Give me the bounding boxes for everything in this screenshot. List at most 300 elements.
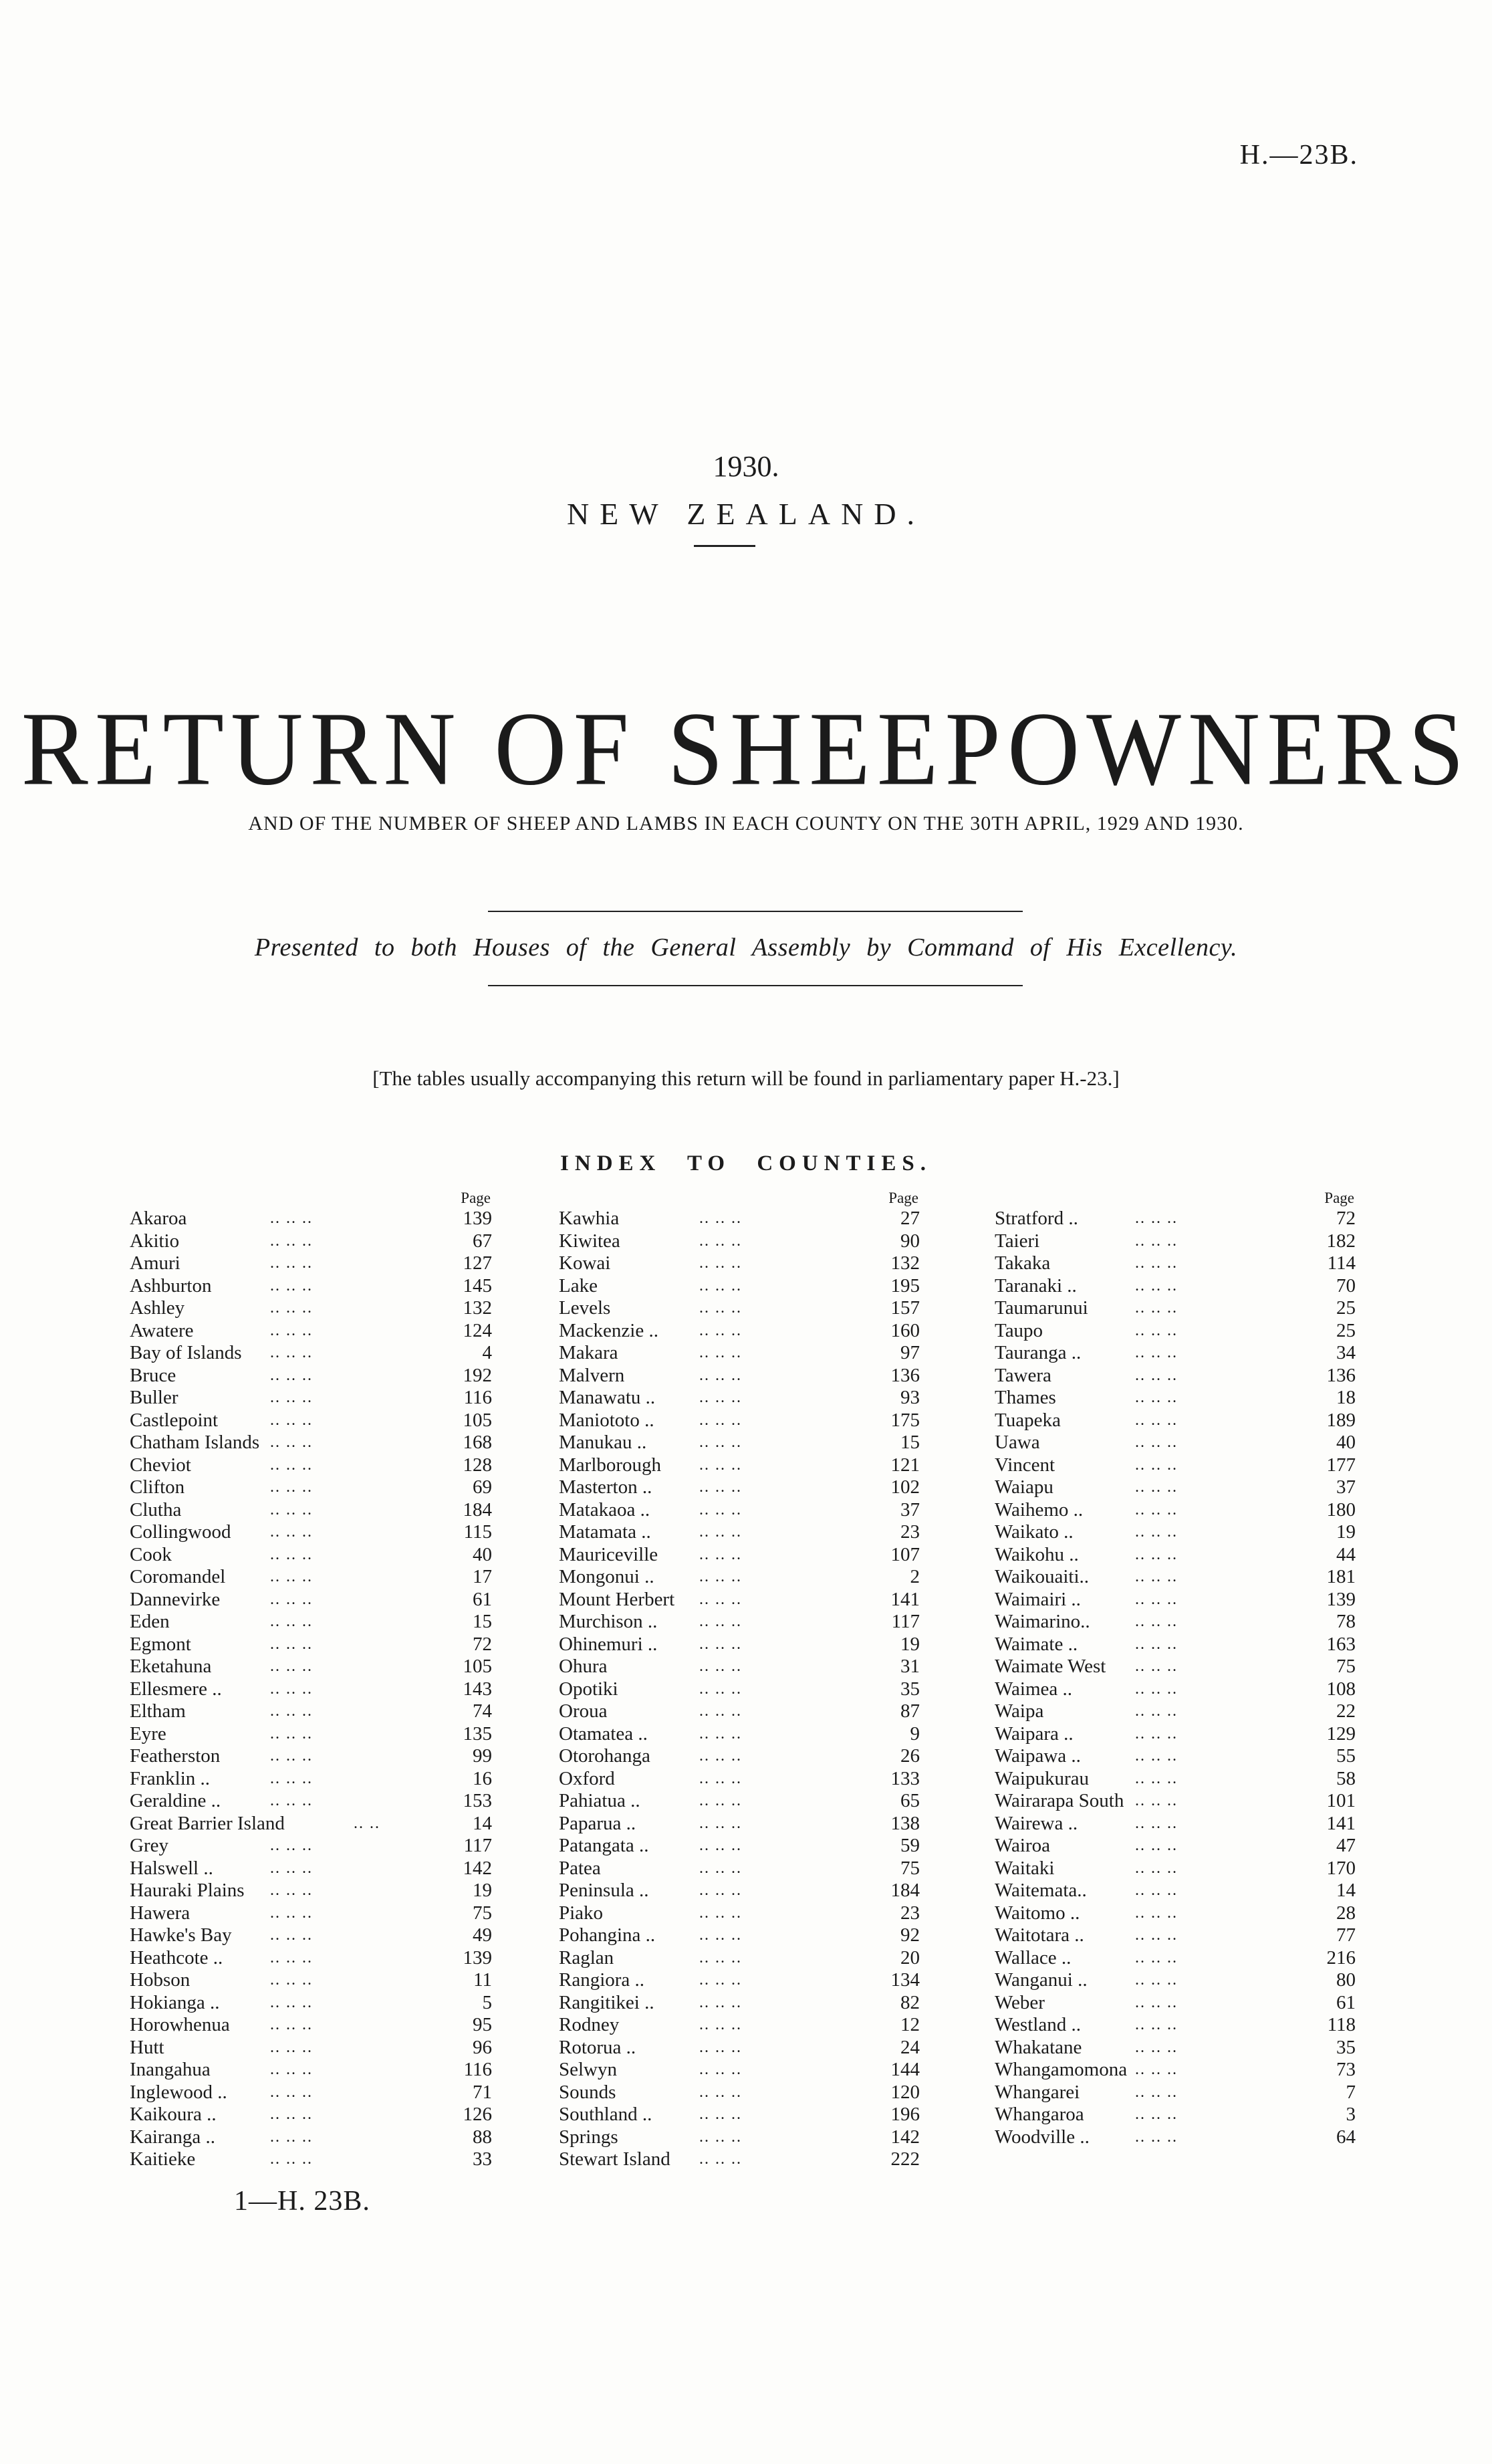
page-number: 61 bbox=[1336, 1991, 1356, 2013]
index-entry bbox=[130, 1611, 492, 1634]
index-entry bbox=[130, 2014, 492, 2037]
leader-dots: .. .. .. bbox=[1135, 2128, 1178, 2146]
county-name: Egmont bbox=[130, 1633, 191, 1655]
leader-dots: .. .. .. bbox=[1135, 1904, 1178, 1922]
index-entry bbox=[130, 1544, 492, 1567]
leader-dots: .. .. .. bbox=[270, 1702, 313, 1720]
page-number: 59 bbox=[900, 1835, 920, 1856]
page-number: 184 bbox=[463, 1498, 492, 1521]
index-entry bbox=[995, 1969, 1356, 1992]
index-entry bbox=[559, 2082, 920, 2104]
county-name: Kowai bbox=[559, 1252, 611, 1274]
leader-dots: .. .. .. bbox=[1135, 2061, 1178, 2078]
page-number: 132 bbox=[463, 1297, 492, 1319]
index-entry bbox=[995, 2126, 1356, 2149]
county-name: Hawera bbox=[130, 1902, 191, 1924]
page-number: 37 bbox=[1336, 1476, 1356, 1498]
index-entry bbox=[559, 1700, 920, 1723]
page-number: 67 bbox=[473, 1230, 492, 1252]
leader-dots: .. .. .. bbox=[270, 1926, 313, 1944]
leader-dots: .. .. .. bbox=[270, 2038, 313, 2056]
leader-dots: .. .. .. bbox=[1135, 1814, 1178, 1832]
page-number: 97 bbox=[900, 1342, 920, 1363]
county-name: Tauranga .. bbox=[995, 1342, 1082, 1363]
index-entry bbox=[995, 1768, 1356, 1791]
index-entry bbox=[995, 1858, 1356, 1880]
leader-dots: .. .. .. bbox=[270, 1366, 313, 1384]
leader-dots: .. .. .. bbox=[1135, 1321, 1178, 1339]
leader-dots: .. .. .. bbox=[1135, 2106, 1178, 2123]
leader-dots: .. .. .. bbox=[270, 1590, 313, 1608]
leader-dots: .. .. .. bbox=[699, 1456, 742, 1474]
leader-dots: .. .. .. bbox=[1135, 1635, 1178, 1653]
document-reference: H.—23B. bbox=[1239, 140, 1358, 171]
county-name: Rangiora .. bbox=[559, 1969, 645, 1991]
page-number: 34 bbox=[1336, 1342, 1356, 1363]
index-entry bbox=[995, 1387, 1356, 1410]
county-name: Matakaoa .. bbox=[559, 1498, 650, 1521]
county-name: Dannevirke bbox=[130, 1588, 221, 1610]
index-entry bbox=[130, 1566, 492, 1589]
index-entry bbox=[995, 1700, 1356, 1723]
index-entry bbox=[995, 1208, 1356, 1230]
index-entry bbox=[130, 1745, 492, 1768]
page-number: 175 bbox=[890, 1409, 920, 1431]
leader-dots: .. .. .. bbox=[699, 1702, 742, 1720]
county-name: Taranaki .. bbox=[995, 1274, 1077, 1297]
page-number: 184 bbox=[890, 1880, 920, 1901]
county-name: Waitomo .. bbox=[995, 1902, 1080, 1924]
county-name: Awatere bbox=[130, 1319, 194, 1341]
index-entry bbox=[130, 1723, 492, 1746]
leader-dots: .. .. .. bbox=[1135, 1232, 1178, 1250]
index-entry bbox=[130, 1297, 492, 1320]
leader-dots: .. .. .. bbox=[270, 1478, 313, 1496]
index-entry bbox=[130, 2148, 492, 2171]
county-name: Hutt bbox=[130, 2036, 164, 2058]
county-name: Otamatea .. bbox=[559, 1722, 648, 1745]
leader-dots: .. .. .. bbox=[270, 1792, 313, 1809]
page-number: 40 bbox=[473, 1543, 492, 1565]
leader-dots: .. .. .. bbox=[1135, 1299, 1178, 1317]
leader-dots: .. .. .. bbox=[1135, 1568, 1178, 1585]
index-entry bbox=[559, 1768, 920, 1791]
county-name: Horowhenua bbox=[130, 2014, 230, 2035]
page-number: 72 bbox=[473, 1633, 492, 1655]
leader-dots: .. .. .. bbox=[699, 1478, 742, 1496]
page-number: 40 bbox=[1336, 1432, 1356, 1453]
index-entry bbox=[130, 2126, 492, 2149]
page-number: 88 bbox=[473, 2126, 492, 2148]
index-entry bbox=[130, 1454, 492, 1477]
index-entry bbox=[995, 1902, 1356, 1925]
index-entry bbox=[995, 1566, 1356, 1589]
page-number: 116 bbox=[463, 2059, 492, 2080]
county-name: Manukau .. bbox=[559, 1432, 647, 1453]
county-name: Matamata .. bbox=[559, 1521, 651, 1543]
leader-dots: .. .. .. bbox=[1135, 1680, 1178, 1698]
leader-dots: .. .. .. bbox=[699, 1882, 742, 1899]
county-name: Waipara .. bbox=[995, 1722, 1074, 1745]
leader-dots: .. .. .. bbox=[699, 2061, 742, 2078]
leader-dots: .. .. .. bbox=[270, 2106, 313, 2123]
page-number: 132 bbox=[890, 1252, 920, 1274]
index-entry bbox=[130, 2059, 492, 2082]
county-name: Cheviot bbox=[130, 1454, 191, 1476]
county-name: Taumarunui bbox=[995, 1297, 1088, 1319]
county-name: Wairoa bbox=[995, 1835, 1051, 1856]
page-number: 69 bbox=[473, 1476, 492, 1498]
county-name: Wairarapa South bbox=[995, 1790, 1124, 1811]
county-name: Malvern bbox=[559, 1364, 625, 1386]
leader-dots: .. .. .. bbox=[1135, 1545, 1178, 1563]
index-entry bbox=[130, 1858, 492, 1880]
county-name: Kaitieke bbox=[130, 2148, 196, 2170]
county-name: Waikato .. bbox=[995, 1521, 1074, 1543]
page-number: 124 bbox=[463, 1319, 492, 1341]
page-number: 142 bbox=[890, 2126, 920, 2148]
index-entry bbox=[995, 1813, 1356, 1835]
index-entry bbox=[559, 1275, 920, 1298]
county-name: Ohinemuri .. bbox=[559, 1633, 658, 1655]
leader-dots: .. .. .. bbox=[699, 1635, 742, 1653]
county-name: Paparua .. bbox=[559, 1812, 636, 1834]
index-entry bbox=[559, 2059, 920, 2082]
county-name: Patangata .. bbox=[559, 1835, 649, 1856]
county-name: Southland .. bbox=[559, 2104, 652, 2125]
county-name: Bruce bbox=[130, 1364, 176, 1386]
leader-dots: .. .. .. bbox=[699, 1814, 742, 1832]
county-name: Masterton .. bbox=[559, 1476, 652, 1498]
page-number: 14 bbox=[1336, 1880, 1356, 1901]
county-name: Amuri bbox=[130, 1252, 180, 1274]
index-entry bbox=[130, 1387, 492, 1410]
index-entry bbox=[995, 1499, 1356, 1522]
leader-dots: .. .. .. bbox=[270, 1769, 313, 1787]
page-number: 135 bbox=[463, 1722, 492, 1745]
leader-dots: .. .. .. bbox=[270, 1321, 313, 1339]
county-name: Mount Herbert bbox=[559, 1588, 675, 1610]
page-number: 115 bbox=[463, 1521, 492, 1543]
index-entry bbox=[559, 1880, 920, 1902]
page-number: 96 bbox=[473, 2036, 492, 2058]
page-number: 75 bbox=[900, 1857, 920, 1879]
leader-dots: .. .. .. bbox=[699, 1747, 742, 1765]
page-number: 144 bbox=[890, 2059, 920, 2080]
index-entry bbox=[559, 1634, 920, 1656]
leader-dots: .. .. .. bbox=[1135, 1276, 1178, 1295]
index-entry bbox=[130, 1476, 492, 1499]
leader-dots: .. .. .. bbox=[270, 2016, 313, 2033]
page-number: 20 bbox=[900, 1946, 920, 1969]
page-number: 128 bbox=[463, 1454, 492, 1476]
index-entry bbox=[130, 1208, 492, 1230]
page-number: 105 bbox=[463, 1409, 492, 1431]
county-name: Otorohanga bbox=[559, 1745, 650, 1767]
county-name: Bay of Islands bbox=[130, 1342, 242, 1363]
index-entry bbox=[130, 1969, 492, 1992]
page-number: 80 bbox=[1336, 1969, 1356, 1991]
index-entry bbox=[130, 1790, 492, 1813]
county-name: Opotiki bbox=[559, 1678, 618, 1700]
county-name: Oxford bbox=[559, 1767, 615, 1789]
index-entry bbox=[995, 2014, 1356, 2037]
leader-dots: .. .. .. bbox=[1135, 1613, 1178, 1630]
index-entry bbox=[559, 1656, 920, 1678]
page-number: 22 bbox=[1336, 1700, 1356, 1722]
page-number: 9 bbox=[910, 1722, 920, 1745]
county-name: Sounds bbox=[559, 2081, 616, 2103]
county-name: Taieri bbox=[995, 1230, 1040, 1252]
index-entry bbox=[995, 1454, 1356, 1477]
index-entry bbox=[559, 1678, 920, 1701]
index-entry bbox=[559, 1790, 920, 1813]
county-name: Levels bbox=[559, 1297, 611, 1319]
leader-dots: .. .. .. bbox=[270, 1434, 313, 1451]
page-number: 19 bbox=[900, 1633, 920, 1655]
leader-dots: .. .. .. bbox=[1135, 1344, 1178, 1361]
leader-dots: .. .. .. bbox=[699, 1568, 742, 1585]
county-name: Eden bbox=[130, 1611, 170, 1632]
county-name: Waitemata.. bbox=[995, 1880, 1087, 1901]
leader-dots: .. .. .. bbox=[270, 1299, 313, 1317]
index-entry bbox=[130, 1342, 492, 1365]
page-number: 120 bbox=[890, 2081, 920, 2103]
leader-dots: .. .. .. bbox=[699, 1926, 742, 1944]
page-number: 71 bbox=[473, 2081, 492, 2103]
leader-dots: .. .. .. bbox=[270, 1724, 313, 1743]
county-name: Franklin .. bbox=[130, 1767, 211, 1789]
page-number: 114 bbox=[1327, 1252, 1356, 1274]
index-entry bbox=[995, 1275, 1356, 1298]
county-name: Stewart Island bbox=[559, 2148, 670, 2170]
index-entry bbox=[130, 1835, 492, 1858]
leader-dots: .. .. .. bbox=[699, 1366, 742, 1384]
county-name: Inangahua bbox=[130, 2059, 211, 2080]
county-name: Hobson bbox=[130, 1969, 191, 1991]
county-name: Waimairi .. bbox=[995, 1588, 1081, 1610]
index-entry bbox=[130, 1768, 492, 1791]
county-name: Westland .. bbox=[995, 2014, 1081, 2035]
page-number: 116 bbox=[463, 1387, 492, 1408]
leader-dots: .. .. .. bbox=[1135, 1500, 1178, 1519]
county-name: Woodville .. bbox=[995, 2126, 1090, 2148]
county-name: Kawhia bbox=[559, 1208, 620, 1229]
leader-dots: .. .. .. bbox=[1135, 1971, 1178, 1989]
index-entry bbox=[559, 1566, 920, 1589]
page-number: 77 bbox=[1336, 1924, 1356, 1946]
page-number: 12 bbox=[900, 2014, 920, 2035]
leader-dots: .. .. .. bbox=[699, 1500, 742, 1519]
county-name: Peninsula .. bbox=[559, 1880, 649, 1901]
page-number: 157 bbox=[890, 1297, 920, 1319]
leader-dots: .. .. .. bbox=[699, 1254, 742, 1272]
page-number: 14 bbox=[473, 1812, 492, 1834]
leader-dots: .. .. .. bbox=[699, 1993, 742, 2011]
index-entry bbox=[559, 1230, 920, 1253]
leader-dots: .. .. .. bbox=[1135, 2038, 1178, 2056]
index-entry bbox=[559, 1723, 920, 1746]
leader-dots: .. .. .. bbox=[699, 1724, 742, 1743]
leader-dots: .. .. .. bbox=[699, 2016, 742, 2033]
index-entry bbox=[130, 1252, 492, 1275]
year: 1930. bbox=[713, 450, 779, 483]
index-entry bbox=[559, 1432, 920, 1454]
page-number: 24 bbox=[900, 2036, 920, 2058]
county-name: Clifton bbox=[130, 1476, 185, 1498]
index-entry bbox=[559, 2014, 920, 2037]
leader-dots: .. .. .. bbox=[270, 2061, 313, 2078]
county-name: Mongonui .. bbox=[559, 1566, 654, 1587]
page-number: 170 bbox=[1326, 1857, 1356, 1879]
leader-dots: .. .. .. bbox=[1135, 1882, 1178, 1899]
index-entry bbox=[559, 2037, 920, 2059]
index-entry bbox=[995, 1790, 1356, 1813]
page-number: 70 bbox=[1336, 1274, 1356, 1297]
page-number: 127 bbox=[463, 1252, 492, 1274]
page-number: 3 bbox=[1346, 2104, 1356, 2125]
county-name: Makara bbox=[559, 1342, 618, 1363]
page-number: 23 bbox=[900, 1521, 920, 1543]
page-number: 163 bbox=[1326, 1633, 1356, 1655]
index-entry bbox=[995, 1544, 1356, 1567]
leader-dots: .. .. .. bbox=[699, 1276, 742, 1295]
page-number: 72 bbox=[1336, 1208, 1356, 1229]
county-name: Ellesmere .. bbox=[130, 1678, 222, 1700]
leader-dots: .. .. .. bbox=[1135, 1366, 1178, 1384]
county-name: Whakatane bbox=[995, 2036, 1082, 2058]
county-name: Raglan bbox=[559, 1946, 614, 1969]
page-number: 75 bbox=[1336, 1656, 1356, 1677]
county-name: Mauriceville bbox=[559, 1543, 658, 1565]
page-number: 26 bbox=[900, 1745, 920, 1767]
leader-dots: .. .. .. bbox=[699, 1792, 742, 1809]
county-name: Eltham bbox=[130, 1700, 186, 1722]
page-number: 138 bbox=[890, 1812, 920, 1834]
page-number: 195 bbox=[890, 1274, 920, 1297]
leader-dots: .. .. .. bbox=[270, 1210, 313, 1227]
leader-dots: .. .. .. bbox=[1135, 1837, 1178, 1854]
county-name: Takaka bbox=[995, 1252, 1051, 1274]
leader-dots: .. .. .. bbox=[1135, 1993, 1178, 2011]
index-entry bbox=[995, 1320, 1356, 1343]
county-name: Patea bbox=[559, 1857, 601, 1879]
page-number: 64 bbox=[1336, 2126, 1356, 2148]
county-name: Whangarei bbox=[995, 2081, 1080, 2103]
index-column-2 bbox=[559, 1189, 920, 2171]
index-entry bbox=[559, 1835, 920, 1858]
index-entry bbox=[995, 1924, 1356, 1947]
page-number: 25 bbox=[1336, 1319, 1356, 1341]
county-name: Ashburton bbox=[130, 1274, 212, 1297]
county-name: Akaroa bbox=[130, 1208, 187, 1229]
page-number: 139 bbox=[463, 1946, 492, 1969]
index-entry bbox=[559, 1342, 920, 1365]
county-name: Kaikoura .. bbox=[130, 2104, 217, 2125]
index-entry bbox=[995, 1230, 1356, 1253]
county-name: Featherston bbox=[130, 1745, 221, 1767]
leader-dots: .. .. .. bbox=[1135, 1254, 1178, 1272]
page-number: 136 bbox=[890, 1364, 920, 1386]
county-name: Kairanga .. bbox=[130, 2126, 216, 2148]
index-entry bbox=[130, 1499, 492, 1522]
page-number: 25 bbox=[1336, 1297, 1356, 1319]
page-number: 93 bbox=[900, 1387, 920, 1408]
index-entry bbox=[559, 1924, 920, 1947]
page-number: 141 bbox=[1326, 1812, 1356, 1834]
county-name: Selwyn bbox=[559, 2059, 617, 2080]
county-name: Waipawa .. bbox=[995, 1745, 1081, 1767]
index-entry bbox=[995, 1521, 1356, 1544]
leader-dots: .. .. .. bbox=[270, 1837, 313, 1854]
leader-dots: .. .. .. bbox=[270, 1993, 313, 2011]
page-number: 61 bbox=[473, 1588, 492, 1610]
county-name: Cook bbox=[130, 1543, 172, 1565]
page-number: 126 bbox=[463, 2104, 492, 2125]
county-name: Wairewa .. bbox=[995, 1812, 1078, 1834]
page-number: 105 bbox=[463, 1656, 492, 1677]
index-entry bbox=[995, 1365, 1356, 1387]
leader-dots: .. .. .. bbox=[1135, 1769, 1178, 1787]
county-name: Akitio bbox=[130, 1230, 180, 1252]
page-number: 121 bbox=[890, 1454, 920, 1476]
leader-dots: .. .. .. bbox=[270, 1545, 313, 1563]
leader-dots: .. .. .. bbox=[699, 1613, 742, 1630]
index-entry bbox=[130, 1656, 492, 1678]
leader-dots: .. .. .. bbox=[699, 2038, 742, 2056]
index-entry bbox=[130, 1678, 492, 1701]
leader-dots: .. .. .. bbox=[699, 1523, 742, 1541]
county-name: Geraldine .. bbox=[130, 1790, 221, 1811]
leader-dots: .. .. .. bbox=[699, 1434, 742, 1451]
index-entry bbox=[559, 1410, 920, 1432]
county-name: Hokianga .. bbox=[130, 1991, 220, 2013]
page-number: 101 bbox=[1326, 1790, 1356, 1811]
index-entry bbox=[130, 1230, 492, 1253]
county-name: Ohura bbox=[559, 1656, 608, 1677]
page-number: 102 bbox=[890, 1476, 920, 1498]
index-entry bbox=[559, 1454, 920, 1477]
county-name: Taupo bbox=[995, 1319, 1043, 1341]
page-number: 139 bbox=[463, 1208, 492, 1229]
county-name: Piako bbox=[559, 1902, 604, 1924]
county-name: Waihemo .. bbox=[995, 1498, 1084, 1521]
county-name: Tuapeka bbox=[995, 1409, 1061, 1431]
county-name: Waimea .. bbox=[995, 1678, 1073, 1700]
index-entry bbox=[559, 1947, 920, 1970]
leader-dots: .. .. .. bbox=[699, 1545, 742, 1563]
divider bbox=[488, 985, 1023, 986]
county-name: Buller bbox=[130, 1387, 178, 1408]
page-column-header: Page bbox=[888, 1190, 918, 1206]
page-number: 99 bbox=[473, 1745, 492, 1767]
index-entry bbox=[559, 1745, 920, 1768]
leader-dots: .. .. bbox=[354, 1814, 380, 1832]
index-title: INDEX TO COUNTIES. bbox=[560, 1151, 932, 1175]
index-entry bbox=[995, 1432, 1356, 1454]
leader-dots: .. .. .. bbox=[270, 2150, 313, 2168]
page-number: 108 bbox=[1326, 1678, 1356, 1700]
leader-dots: .. .. .. bbox=[1135, 1926, 1178, 1944]
page-number: 18 bbox=[1336, 1387, 1356, 1408]
page-number: 5 bbox=[482, 1991, 492, 2013]
page-number: 58 bbox=[1336, 1767, 1356, 1789]
county-name: Whangaroa bbox=[995, 2104, 1084, 2125]
page-column-header: Page bbox=[461, 1190, 491, 1206]
index-entry bbox=[559, 1813, 920, 1835]
index-entry bbox=[559, 1544, 920, 1567]
county-name: Waipukurau bbox=[995, 1767, 1090, 1789]
